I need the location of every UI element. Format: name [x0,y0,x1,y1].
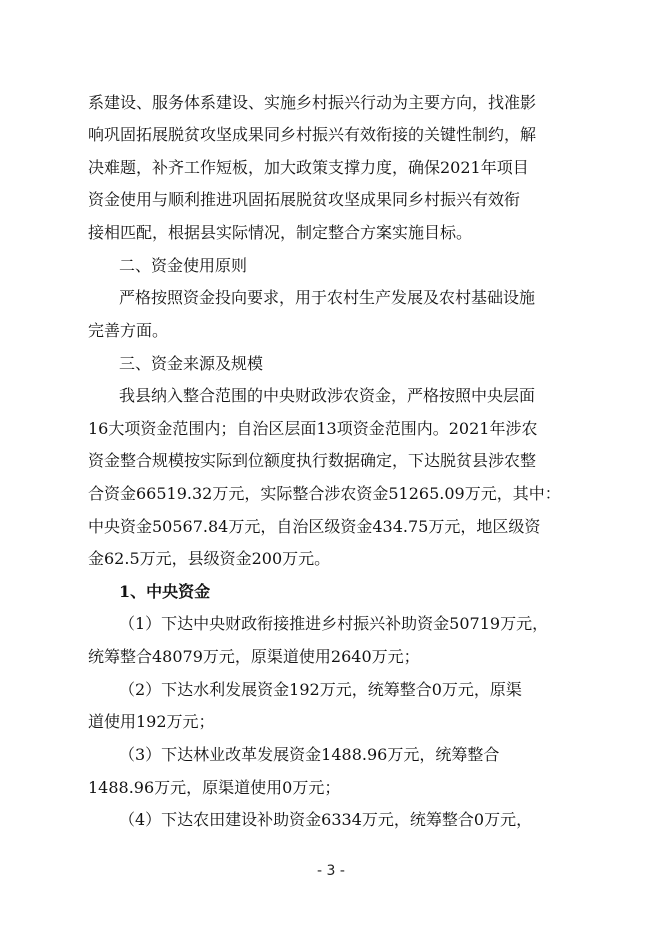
paragraph-line: （2）下达水利发展资金192万元，统筹整合0万元，原渠 [119,680,522,699]
paragraph-line: （4）下达农田建设补助资金6334万元，统筹整合0万元， [119,810,533,829]
page-number: - 3 - [317,863,345,879]
paragraph-line: 16大项资金范围内；自治区层面13项资金范围内。2021年涉农 [88,419,538,438]
paragraph-line: 1488.96万元，原渠道使用0万元； [88,778,341,797]
paragraph-line: （3）下达林业改革发展资金1488.96万元，统筹整合 [119,745,500,764]
paragraph-line: 合资金66519.32万元，实际整合涉农资金51265.09万元，其中： [88,484,561,503]
paragraph-line: 我县纳入整合范围的中央财政涉农资金，严格按照中央层面 [119,386,536,405]
paragraph-line: 中央资金50567.84万元，自治区级资金434.75万元，地区级资 [88,517,541,536]
section-heading: 三、资金来源及规模 [119,354,264,373]
paragraph-line: 响巩固拓展脱贫攻坚成果同乡村振兴有效衔接的关键性制约，解 [88,125,537,144]
paragraph-line: 资金整合规模按实际到位额度执行数据确定，下达脱贫县涉农整 [88,451,537,470]
paragraph-line: 系建设、服务体系建设、实施乡村振兴行动为主要方向，找准影 [88,93,537,112]
paragraph-line: 严格按照资金投向要求，用于农村生产发展及农村基础设施 [119,288,536,307]
paragraph-line: 决难题，补齐工作短板，加大政策支撑力度，确保2021年项目 [88,158,529,177]
paragraph-line: （1）下达中央财政衔接推进乡村振兴补助资金50719万元， [119,614,549,633]
section-heading: 二、资金使用原则 [119,256,248,275]
paragraph-line: 完善方面。 [88,321,169,340]
paragraph-line: 资金使用与顺利推进巩固拓展脱贫攻坚成果同乡村振兴有效衔 [88,190,521,209]
paragraph-line: 接相匹配，根据县实际情况，制定整合方案实施目标。 [88,223,473,242]
paragraph-line: 金62.5万元，县级资金200万元。 [88,549,331,568]
paragraph-line: 道使用192万元； [88,712,215,731]
paragraph-line: 统筹整合48079万元，原渠道使用2640万元； [88,647,420,666]
subsection-heading: 1、中央资金 [119,582,211,601]
